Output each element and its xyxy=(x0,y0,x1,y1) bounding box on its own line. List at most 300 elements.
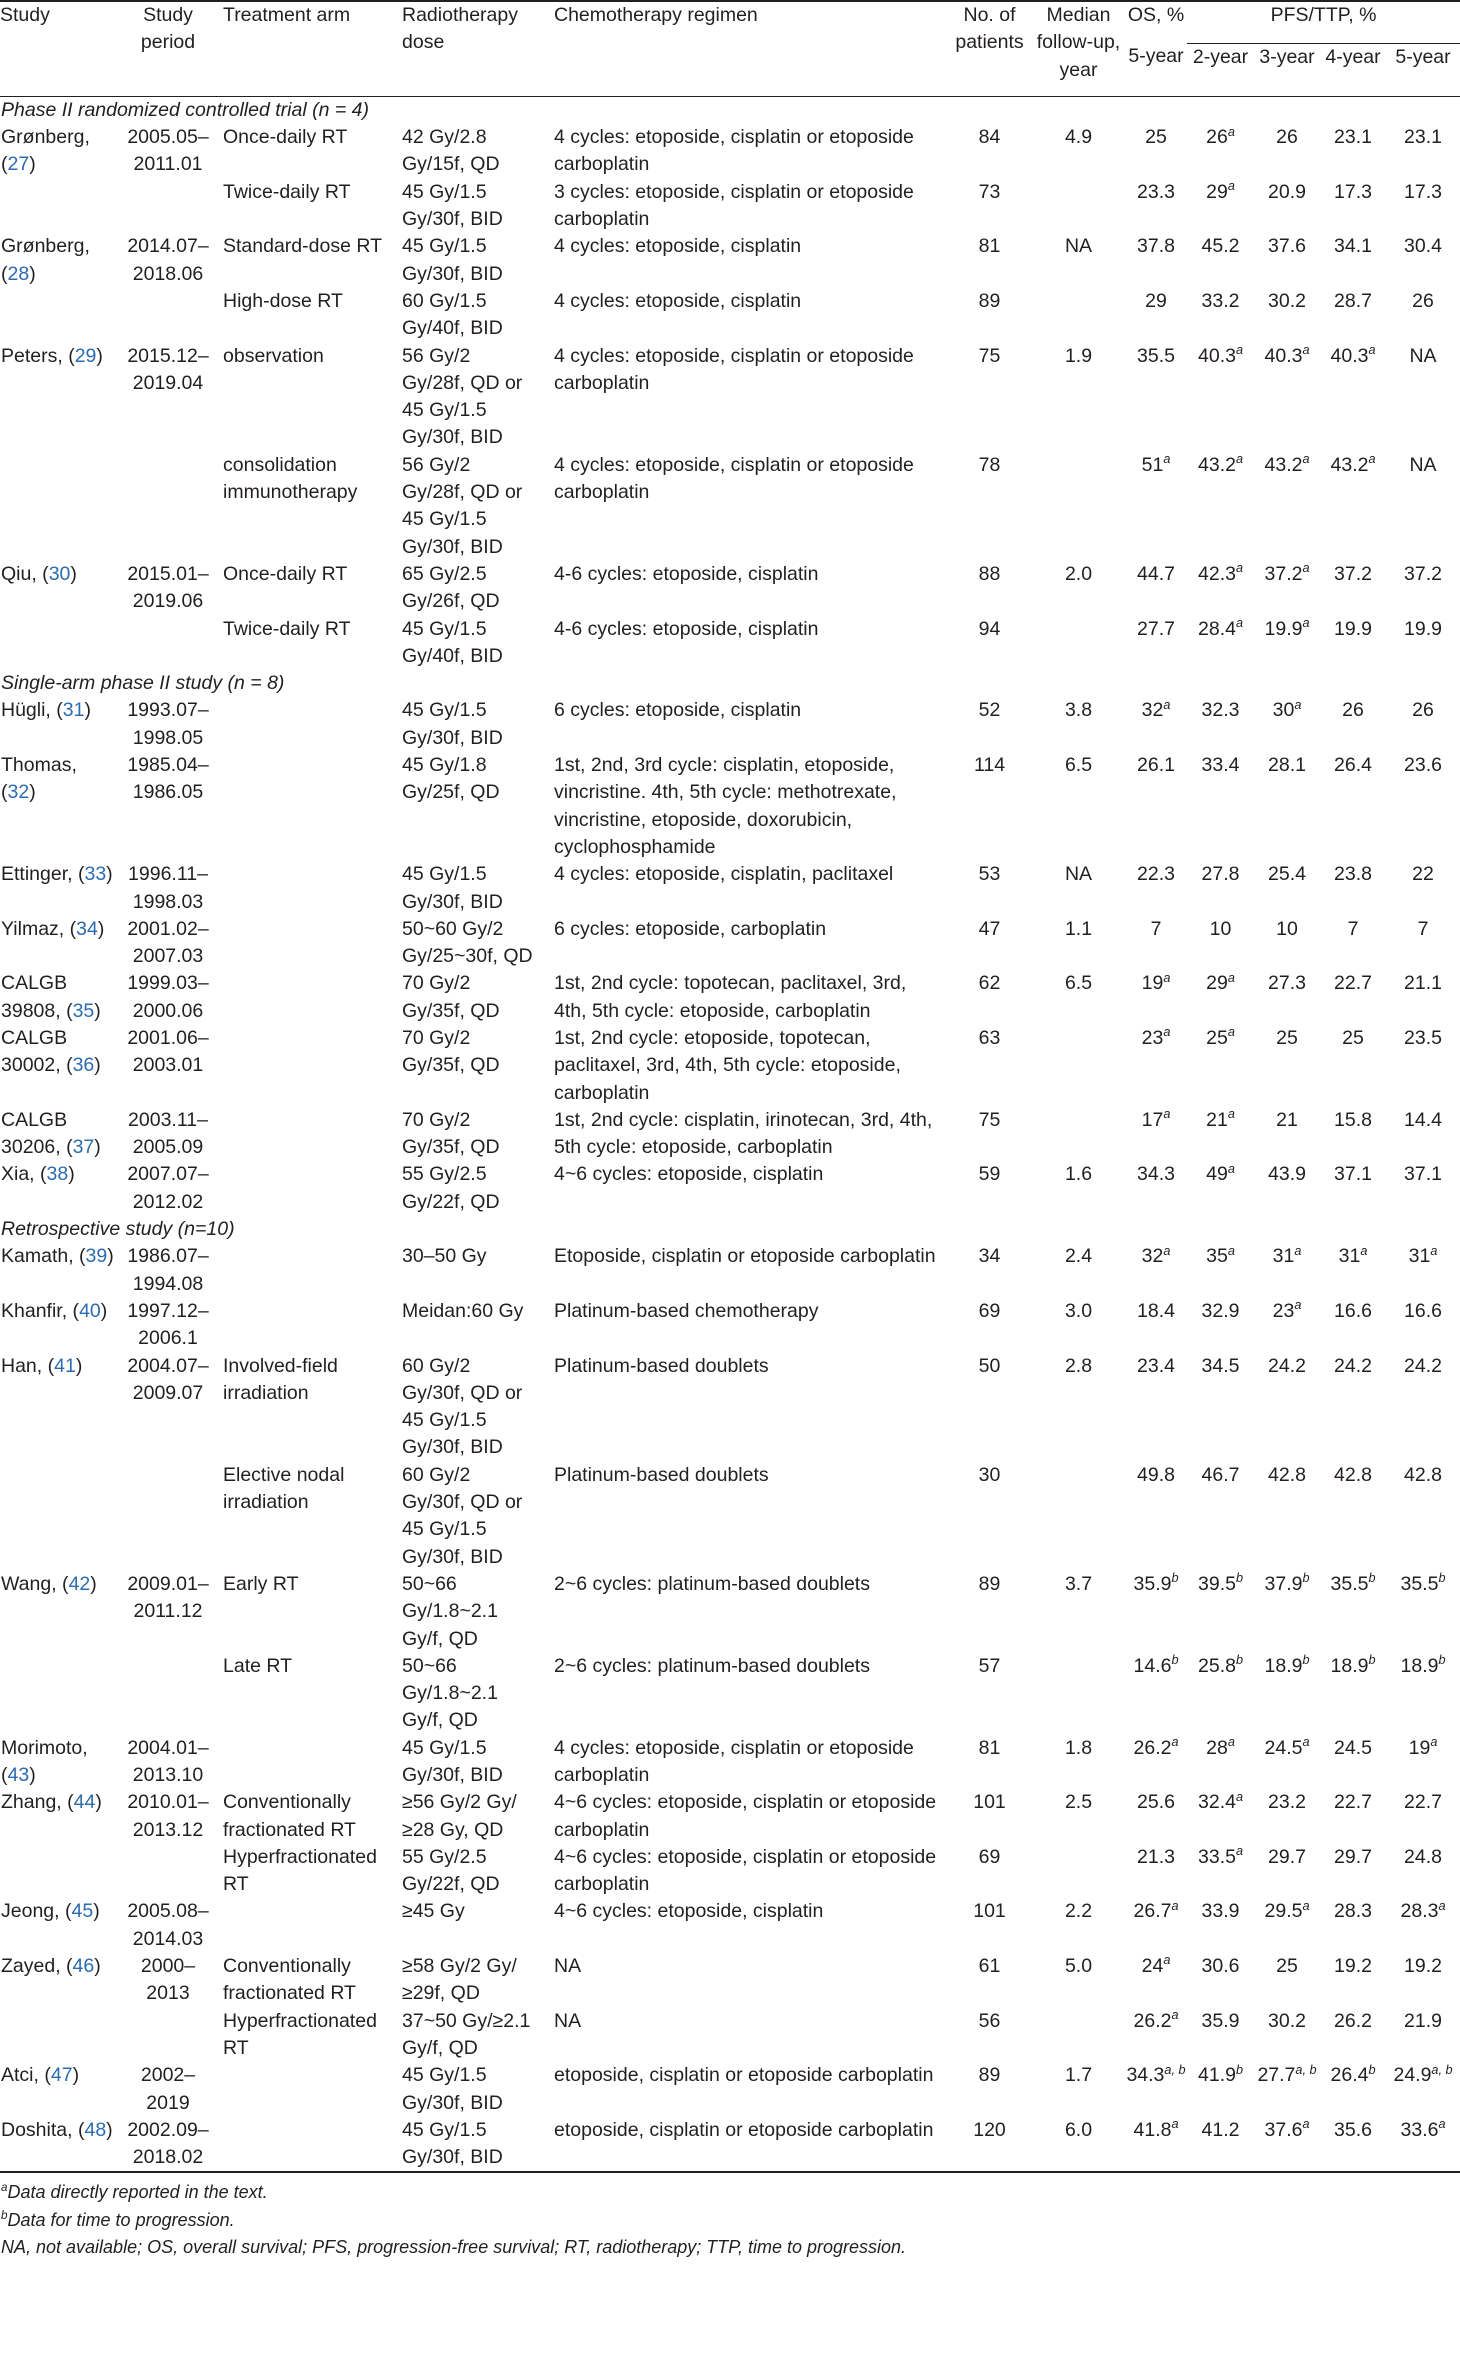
pfs-3year-cell xyxy=(1254,1462,1320,1571)
pfs-3year-cell xyxy=(1254,1844,1320,1899)
chemotherapy-regimen-cell: 4~6 cycles: etoposide, cisplatin or etoposide carboplatin xyxy=(554,1845,937,1896)
table-row xyxy=(0,124,1460,179)
patients-count-cell: 101 xyxy=(973,1791,1006,1814)
treatment-arm-cell xyxy=(220,1735,392,1790)
study-period-cell: 2015.01–2019.06 xyxy=(127,562,209,613)
pfs-3year-cell xyxy=(1254,1789,1320,1844)
pfs-4year-cell-value: 17.3 xyxy=(1334,180,1372,203)
table-row xyxy=(0,1161,1460,1216)
pfs-5year-cell-value: 31 xyxy=(1408,1245,1431,1268)
os-5year-cell-value: 41.8 xyxy=(1133,2118,1172,2141)
patients-count-cell: 62 xyxy=(978,972,1001,995)
pfs-5year-cell-value: 23.1 xyxy=(1404,126,1442,149)
pfs-5year-cell-value: 17.3 xyxy=(1404,180,1442,203)
pfs-3year-cell-value: 27.7 xyxy=(1257,2064,1296,2087)
pfs-5year-cell xyxy=(1386,1898,1460,1953)
study-name: Khanfir, xyxy=(1,1299,68,1322)
pfs-2year-cell-footnote-marker: a xyxy=(1235,342,1243,357)
pfs-5year-cell-value: 21.9 xyxy=(1404,2009,1442,2032)
pfs-3year-cell-footnote-marker: a xyxy=(1294,697,1302,712)
pfs-2year-cell xyxy=(1187,1353,1254,1462)
pfs-2year-cell xyxy=(1187,861,1254,916)
pfs-2year-cell-value: 25.8 xyxy=(1198,1654,1236,1677)
study-cell xyxy=(0,1462,116,1571)
pfs-5year-cell-value: 37.1 xyxy=(1404,1163,1442,1186)
pfs-3year-cell xyxy=(1254,616,1320,671)
os-5year-cell-value: 27.7 xyxy=(1137,617,1175,640)
pfs-4year-cell-value: 15.8 xyxy=(1334,1108,1372,1131)
chemotherapy-regimen-cell: Platinum-based doublets xyxy=(554,1354,769,1377)
pfs-5year-cell-footnote-marker: a xyxy=(1438,2117,1446,2132)
treatment-arm-cell xyxy=(220,1243,392,1298)
reference-link[interactable]: 44 xyxy=(73,1791,96,1814)
pfs-5year-cell xyxy=(1386,343,1460,452)
pfs-4year-cell-footnote-marker: b xyxy=(1368,1571,1376,1586)
pfs-2year-cell-value: 27.8 xyxy=(1201,863,1240,886)
pfs-5year-cell xyxy=(1386,288,1460,343)
study-name: Kamath, xyxy=(1,1245,74,1268)
reference-link[interactable]: 38 xyxy=(46,1163,69,1186)
pfs-4year-cell-value: 28.7 xyxy=(1334,289,1372,312)
header-pfs-2year: 2-year xyxy=(1192,45,1249,68)
footnotes xyxy=(0,2173,1460,2261)
reference-link[interactable]: 36 xyxy=(72,1054,95,1077)
pfs-3year-cell-value: 30.2 xyxy=(1268,289,1306,312)
os-5year-cell-value: 26.2 xyxy=(1133,2009,1172,2032)
table-row xyxy=(0,1789,1460,1844)
table-row xyxy=(0,1653,1460,1735)
median-followup-cell xyxy=(1032,1653,1125,1735)
radiotherapy-dose-cell: 50~60 Gy/2 Gy/25~30f, QD xyxy=(402,917,533,968)
treatment-arm-cell: Conventionally fractionated RT xyxy=(223,1955,356,2005)
pfs-2year-cell xyxy=(1187,124,1254,179)
footnote-line xyxy=(0,2179,1460,2206)
pfs-4year-cell xyxy=(1320,697,1386,752)
median-followup-cell: 1.6 xyxy=(1064,1163,1093,1186)
header-pfs-4year: 4-year xyxy=(1325,45,1381,68)
pfs-3year-cell xyxy=(1254,752,1320,861)
pfs-4year-cell-value: 19.2 xyxy=(1334,1955,1372,1978)
pfs-3year-cell xyxy=(1254,179,1320,234)
os-5year-cell xyxy=(1125,561,1187,616)
pfs-2year-cell xyxy=(1187,1107,1254,1162)
patients-count-cell: 120 xyxy=(947,2117,1032,2173)
reference-link[interactable]: 48 xyxy=(84,2118,107,2141)
pfs-4year-cell xyxy=(1320,861,1386,916)
table-row xyxy=(0,179,1460,234)
pfs-2year-cell-footnote-marker: a xyxy=(1235,561,1243,576)
pfs-4year-cell-value: 43.2 xyxy=(1330,453,1369,476)
pfs-5year-cell-value: 33.6 xyxy=(1400,2118,1439,2141)
study-cell: CALGB 30002, (36) xyxy=(1,1026,101,1077)
header-pfs-3year: 3-year xyxy=(1259,45,1315,68)
reference-link[interactable]: 34 xyxy=(76,917,98,940)
pfs-2year-cell xyxy=(1187,697,1254,752)
pfs-5year-cell-footnote-marker: a xyxy=(1438,1898,1446,1913)
median-followup-cell: 3.8 xyxy=(1064,699,1093,722)
study-name: Wang, xyxy=(1,1572,57,1595)
pfs-2year-cell xyxy=(1187,2008,1254,2063)
treatment-arm-cell: Involved-field irradiation xyxy=(223,1354,338,1404)
pfs-5year-cell-value: 18.9 xyxy=(1400,1654,1439,1677)
reference-link[interactable]: 40 xyxy=(79,1299,101,1322)
pfs-3year-cell-value: 30 xyxy=(1272,699,1295,722)
header-arm: Treatment arm xyxy=(223,4,351,26)
pfs-4year-cell xyxy=(1320,1953,1386,2008)
table-row xyxy=(0,1571,1460,1653)
pfs-4year-cell xyxy=(1320,2062,1386,2117)
treatment-arm-cell: Twice-daily RT xyxy=(223,180,351,203)
pfs-3year-cell-value: 30.2 xyxy=(1268,2009,1306,2032)
os-5year-cell-value: 49.8 xyxy=(1137,1463,1175,1486)
os-5year-cell xyxy=(1125,1844,1187,1899)
pfs-4year-cell-value: 35.5 xyxy=(1330,1572,1369,1595)
os-5year-cell-value: 18.4 xyxy=(1137,1299,1175,1322)
treatment-arm-cell: High-dose RT xyxy=(223,289,343,312)
pfs-5year-cell xyxy=(1386,124,1460,179)
header-os-5year: 5-year xyxy=(1128,45,1184,68)
pfs-3year-cell-footnote-marker: a xyxy=(1302,561,1310,576)
pfs-2year-cell xyxy=(1187,1298,1254,1353)
study-period-cell: 2014.07–2018.06 xyxy=(127,235,209,285)
median-followup-cell xyxy=(1032,288,1125,343)
patients-count-cell: 94 xyxy=(978,617,1001,640)
header-pfs: PFS/TTP, % xyxy=(1187,1,1460,43)
pfs-4year-cell-value: 22.7 xyxy=(1334,1791,1372,1814)
reference-link[interactable]: 37 xyxy=(72,1136,95,1159)
study-name: Yilmaz, xyxy=(1,917,65,940)
reference-link[interactable]: 41 xyxy=(54,1354,76,1377)
pfs-2year-cell-footnote-marker: a xyxy=(1235,452,1243,467)
os-5year-cell-value: 29 xyxy=(1145,289,1167,312)
chemotherapy-regimen-cell: 2~6 cycles: platinum-based doublets xyxy=(554,1654,870,1677)
study-period-cell: 2005.08–2014.03 xyxy=(127,1900,209,1950)
treatment-arm-cell: Hyperfractionated RT xyxy=(223,1845,377,1896)
reference-link[interactable]: 27 xyxy=(7,153,30,176)
pfs-4year-cell xyxy=(1320,179,1386,234)
pfs-3year-cell xyxy=(1254,1353,1320,1462)
pfs-2year-cell xyxy=(1187,561,1254,616)
section-title: Single-arm phase II study (n = 8) xyxy=(1,672,285,695)
pfs-5year-cell-value: 28.3 xyxy=(1400,1900,1439,1923)
median-followup-cell xyxy=(1032,2008,1125,2063)
os-5year-cell-value: 32 xyxy=(1141,699,1164,722)
radiotherapy-dose-cell: 45 Gy/1.5 Gy/30f, BID xyxy=(402,180,503,231)
median-followup-cell: 5.0 xyxy=(1064,1955,1093,1978)
pfs-2year-cell-value: 45.2 xyxy=(1201,235,1240,258)
pfs-2year-cell xyxy=(1187,970,1254,1025)
pfs-2year-cell xyxy=(1187,1025,1254,1107)
pfs-5year-cell-value: 22 xyxy=(1412,863,1434,886)
os-5year-cell-value: 23.3 xyxy=(1137,180,1175,203)
patients-count-cell: 84 xyxy=(978,126,1001,149)
patients-count-cell: 89 xyxy=(978,1572,1001,1595)
treatment-arm-cell xyxy=(220,1107,392,1162)
patients-count-cell: 81 xyxy=(978,235,1001,258)
study-period-cell: 2010.01–2013.12 xyxy=(127,1791,209,1841)
table-row xyxy=(0,1898,1460,1953)
chemotherapy-regimen-cell: etoposide, cisplatin or etoposide carboplatin xyxy=(542,2117,947,2173)
table-body xyxy=(0,96,1460,2172)
pfs-5year-cell-value: 24.8 xyxy=(1404,1845,1442,1868)
chemotherapy-regimen-cell: 4-6 cycles: etoposide, cisplatin xyxy=(554,562,819,585)
patients-count-cell: 52 xyxy=(978,699,1001,722)
table-row xyxy=(0,1298,1460,1353)
study-cell xyxy=(0,288,116,343)
table-row xyxy=(0,1107,1460,1162)
os-5year-cell xyxy=(1125,1161,1187,1216)
pfs-5year-cell xyxy=(1386,1571,1460,1653)
chemotherapy-regimen-cell: NA xyxy=(554,1955,582,1978)
radiotherapy-dose-cell: 45 Gy/1.5 Gy/30f, BID xyxy=(402,2064,503,2114)
pfs-4year-cell-value: 28.3 xyxy=(1334,1900,1372,1923)
pfs-4year-cell xyxy=(1320,752,1386,861)
pfs-2year-cell-value: 40.3 xyxy=(1198,344,1236,367)
footnote-text: Data directly reported in the text. xyxy=(7,2182,268,2203)
table-row xyxy=(0,752,1460,861)
os-5year-cell-footnote-marker: a xyxy=(1171,1735,1179,1750)
radiotherapy-dose-cell: Meidan:60 Gy xyxy=(402,1299,524,1322)
chemotherapy-regimen-cell: etoposide, cisplatin or etoposide carboplatin xyxy=(554,2064,934,2087)
chemotherapy-regimen-cell: Platinum-based doublets xyxy=(554,1463,769,1486)
median-followup-cell: 1.8 xyxy=(1064,1736,1093,1759)
header-separator xyxy=(0,84,1460,97)
pfs-3year-cell xyxy=(1254,2117,1320,2173)
os-5year-cell xyxy=(1125,1298,1187,1353)
os-5year-cell-value: 21.3 xyxy=(1137,1845,1175,1868)
pfs-2year-cell-value: 10 xyxy=(1209,917,1232,940)
pfs-2year-cell-value: 46.7 xyxy=(1201,1463,1240,1486)
pfs-2year-cell xyxy=(1187,752,1254,861)
table-row xyxy=(0,697,1460,752)
os-5year-cell-value: 17 xyxy=(1141,1108,1164,1131)
pfs-2year-cell xyxy=(1187,1161,1254,1216)
header-pfs-5year: 5-year xyxy=(1395,45,1451,68)
pfs-3year-cell-footnote-marker: a, b xyxy=(1295,2062,1317,2077)
reference-link[interactable]: 33 xyxy=(84,863,107,886)
study-period-cell: 2005.05–2011.01 xyxy=(127,126,209,176)
treatment-arm-cell: Early RT xyxy=(223,1572,299,1595)
pfs-3year-cell-value: 27.3 xyxy=(1268,972,1306,995)
reference-link[interactable]: 30 xyxy=(48,562,71,585)
chemotherapy-regimen-cell: 4~6 cycles: etoposide, cisplatin or etoposide carboplatin xyxy=(554,1791,937,1841)
pfs-3year-cell-footnote-marker: a xyxy=(1302,1898,1310,1913)
study-name: Ettinger, xyxy=(1,863,73,886)
os-5year-cell-footnote-marker: a xyxy=(1163,452,1171,467)
pfs-3year-cell xyxy=(1254,1898,1320,1953)
section-header-row xyxy=(0,670,1460,697)
patients-count-cell: 75 xyxy=(978,1108,1001,1131)
reference-link[interactable]: 39 xyxy=(85,1245,108,1268)
os-5year-cell-value: 44.7 xyxy=(1137,562,1175,585)
pfs-2year-cell-value: 29 xyxy=(1206,972,1228,995)
chemotherapy-regimen-cell: 1st, 2nd cycle: topotecan, paclitaxel, 3rd, 4th, 5th cycle: etoposide, carboplatin xyxy=(554,972,907,1022)
pfs-2year-cell-value: 42.3 xyxy=(1198,562,1236,585)
patients-count-cell: 101 xyxy=(973,1900,1006,1923)
os-5year-cell xyxy=(1125,1025,1187,1107)
pfs-5year-cell xyxy=(1386,1161,1460,1216)
pfs-4year-cell xyxy=(1320,1571,1386,1653)
pfs-2year-cell xyxy=(1187,233,1254,288)
pfs-3year-cell-footnote-marker: a xyxy=(1294,1298,1302,1313)
patients-count-cell: 63 xyxy=(978,1026,1001,1049)
treatment-arm-cell: Late RT xyxy=(223,1654,293,1677)
chemotherapy-regimen-cell: 6 cycles: etoposide, carboplatin xyxy=(554,917,827,940)
footnote-text: NA, not available; OS, overall survival; PFS, progression-free survival; RT, radiotherapy; TTP, time to progression. xyxy=(1,2237,907,2258)
pfs-3year-cell-value: 43.2 xyxy=(1264,453,1303,476)
treatment-arm-cell: Once-daily RT xyxy=(223,562,348,585)
pfs-5year-cell xyxy=(1386,1844,1460,1899)
pfs-4year-cell-value: 23.1 xyxy=(1334,126,1372,149)
chemotherapy-regimen-cell: 6 cycles: etoposide, cisplatin xyxy=(554,699,802,722)
pfs-2year-cell-value: 34.5 xyxy=(1201,1354,1240,1377)
pfs-4year-cell xyxy=(1320,233,1386,288)
patients-count-cell: 73 xyxy=(978,180,1001,203)
study-period-cell: 2015.12–2019.04 xyxy=(127,344,209,394)
reference-link[interactable]: 35 xyxy=(72,999,95,1022)
pfs-3year-cell xyxy=(1254,1653,1320,1735)
pfs-4year-cell-value: 23.8 xyxy=(1334,863,1372,886)
os-5year-cell-value: 26.1 xyxy=(1137,754,1175,777)
study-name: Morimoto, xyxy=(1,1736,88,1759)
os-5year-cell-footnote-marker: a xyxy=(1163,1025,1171,1040)
radiotherapy-dose-cell: 56 Gy/2 Gy/28f, QD or 45 Gy/1.5 Gy/30f, BID xyxy=(402,453,523,558)
patients-count-cell: 81 xyxy=(978,1736,1001,1759)
pfs-5year-cell xyxy=(1386,1107,1460,1162)
pfs-5year-cell xyxy=(1386,1298,1460,1353)
os-5year-cell-value: 35.9 xyxy=(1133,1572,1172,1595)
pfs-3year-cell-value: 37.2 xyxy=(1264,562,1303,585)
pfs-5year-cell-value: 24.2 xyxy=(1404,1354,1442,1377)
study-cell: Jeong, (45) xyxy=(1,1900,100,1923)
pfs-3year-cell xyxy=(1254,1243,1320,1298)
pfs-2year-cell-footnote-marker: a xyxy=(1227,179,1235,194)
study-period-cell xyxy=(116,1844,220,1899)
pfs-4year-cell xyxy=(1320,1107,1386,1162)
pfs-2year-cell xyxy=(1187,1789,1254,1844)
study-cell xyxy=(0,452,116,561)
pfs-2year-cell-value: 29 xyxy=(1206,180,1228,203)
radiotherapy-dose-cell: 50~66 Gy/1.8~2.1 Gy/f, QD xyxy=(402,1654,498,1732)
study-period-cell: 2009.01–2011.12 xyxy=(127,1572,209,1623)
reference-link[interactable]: 32 xyxy=(7,781,30,804)
pfs-3year-cell-value: 37.6 xyxy=(1268,235,1306,258)
study-period-cell xyxy=(116,2008,220,2063)
pfs-5year-cell-value: NA xyxy=(1409,344,1437,367)
pfs-2year-cell xyxy=(1187,1844,1254,1899)
study-period-cell xyxy=(116,452,220,561)
pfs-2year-cell xyxy=(1187,1571,1254,1653)
treatment-arm-cell xyxy=(220,752,392,861)
pfs-2year-cell-footnote-marker: a xyxy=(1227,1243,1235,1258)
reference-link[interactable]: 42 xyxy=(68,1572,91,1595)
radiotherapy-dose-cell: ≥58 Gy/2 Gy/≥29f, QD xyxy=(402,1955,517,2005)
pfs-5year-cell xyxy=(1386,1735,1460,1790)
median-followup-cell xyxy=(1032,1025,1125,1107)
chemotherapy-regimen-cell: 2~6 cycles: platinum-based doublets xyxy=(554,1572,870,1595)
chemotherapy-regimen-cell: 4 cycles: etoposide, cisplatin xyxy=(554,289,802,312)
pfs-5year-cell xyxy=(1386,616,1460,671)
pfs-2year-cell-value: 33.2 xyxy=(1201,289,1240,312)
section-header-row xyxy=(0,96,1460,124)
study-name: Zayed, xyxy=(1,1955,61,1978)
patients-count-cell: 30 xyxy=(978,1463,1001,1486)
table-row xyxy=(0,1353,1460,1462)
patients-count-cell: 69 xyxy=(978,1299,1001,1322)
patients-count-cell: 47 xyxy=(978,917,1001,940)
study-name: Thomas, xyxy=(1,754,77,777)
study-period-cell: 1996.11–1998.03 xyxy=(128,863,208,913)
os-5year-cell xyxy=(1125,1571,1187,1653)
pfs-5year-cell-footnote-marker: b xyxy=(1438,1653,1446,1668)
study-name: Xia, xyxy=(1,1163,35,1186)
header-chemotherapy: Chemotherapy regimen xyxy=(554,4,758,26)
table-row xyxy=(0,1025,1460,1107)
reference-link[interactable]: 31 xyxy=(62,699,85,722)
pfs-3year-cell-footnote-marker: a xyxy=(1302,2117,1310,2132)
table-row xyxy=(0,1243,1460,1298)
pfs-5year-cell xyxy=(1386,1789,1460,1844)
pfs-4year-cell xyxy=(1320,124,1386,179)
pfs-5year-cell xyxy=(1386,861,1460,916)
patients-count-cell: 61 xyxy=(978,1955,1001,1978)
median-followup-cell: NA xyxy=(1064,863,1093,886)
os-5year-cell xyxy=(1125,2117,1187,2173)
pfs-3year-cell xyxy=(1254,124,1320,179)
study-period-cell xyxy=(116,179,220,234)
chemotherapy-regimen-cell: 1st, 2nd, 3rd cycle: cisplatin, etoposide, vincristine. 4th, 5th cycle: methotrexate, vincristine, etoposide, doxorubicin, cyclophosphamide xyxy=(554,754,897,858)
chemotherapy-regimen-cell: 4~6 cycles: etoposide, cisplatin xyxy=(554,1900,824,1923)
patients-count-cell: 89 xyxy=(978,289,1001,312)
study-cell: Kamath, (39) xyxy=(1,1245,114,1268)
pfs-2year-cell-value: 33.5 xyxy=(1198,1845,1236,1868)
pfs-2year-cell-footnote-marker: a xyxy=(1227,124,1235,139)
footnote-marker: b xyxy=(1,2208,8,2222)
study-name: Han, xyxy=(1,1354,43,1377)
study-name: Hügli, xyxy=(1,699,51,722)
os-5year-cell-value: 25.6 xyxy=(1137,1791,1175,1814)
median-followup-cell: 6.5 xyxy=(1064,754,1093,777)
pfs-4year-cell-value: 37.1 xyxy=(1334,1163,1372,1186)
pfs-5year-cell xyxy=(1386,561,1460,616)
reference-link[interactable]: 47 xyxy=(50,2064,73,2087)
median-followup-cell: 1.9 xyxy=(1064,344,1093,367)
radiotherapy-dose-cell: 56 Gy/2 Gy/28f, QD or 45 Gy/1.5 Gy/30f, BID xyxy=(402,344,523,449)
os-5year-cell xyxy=(1125,616,1187,671)
pfs-4year-cell-value: 42.8 xyxy=(1334,1463,1372,1486)
pfs-2year-cell-value: 30.6 xyxy=(1201,1955,1240,1978)
pfs-5year-cell-value: 19.2 xyxy=(1404,1955,1442,1978)
chemotherapy-regimen-cell: 4 cycles: etoposide, cisplatin or etoposide carboplatin xyxy=(554,453,914,504)
pfs-4year-cell-value: 22.7 xyxy=(1334,972,1372,995)
radiotherapy-dose-cell: 60 Gy/2 Gy/30f, QD or 45 Gy/1.5 Gy/30f, BID xyxy=(402,1463,523,1568)
reference-link[interactable]: 43 xyxy=(7,1764,30,1786)
reference-link[interactable]: 46 xyxy=(72,1955,95,1978)
reference-link[interactable]: 29 xyxy=(74,344,97,367)
os-5year-cell xyxy=(1125,233,1187,288)
reference-link[interactable]: 45 xyxy=(71,1900,94,1923)
pfs-4year-cell xyxy=(1320,970,1386,1025)
median-followup-cell xyxy=(1032,1107,1125,1162)
reference-link[interactable]: 28 xyxy=(7,262,30,285)
pfs-2year-cell xyxy=(1187,1462,1254,1571)
study-period-cell xyxy=(116,1462,220,1571)
os-5year-cell xyxy=(1125,1107,1187,1162)
pfs-5year-cell-value: 7 xyxy=(1417,917,1429,940)
pfs-3year-cell xyxy=(1254,861,1320,916)
pfs-5year-cell-value: 35.5 xyxy=(1400,1572,1439,1595)
patients-count-cell: 53 xyxy=(978,863,1001,886)
